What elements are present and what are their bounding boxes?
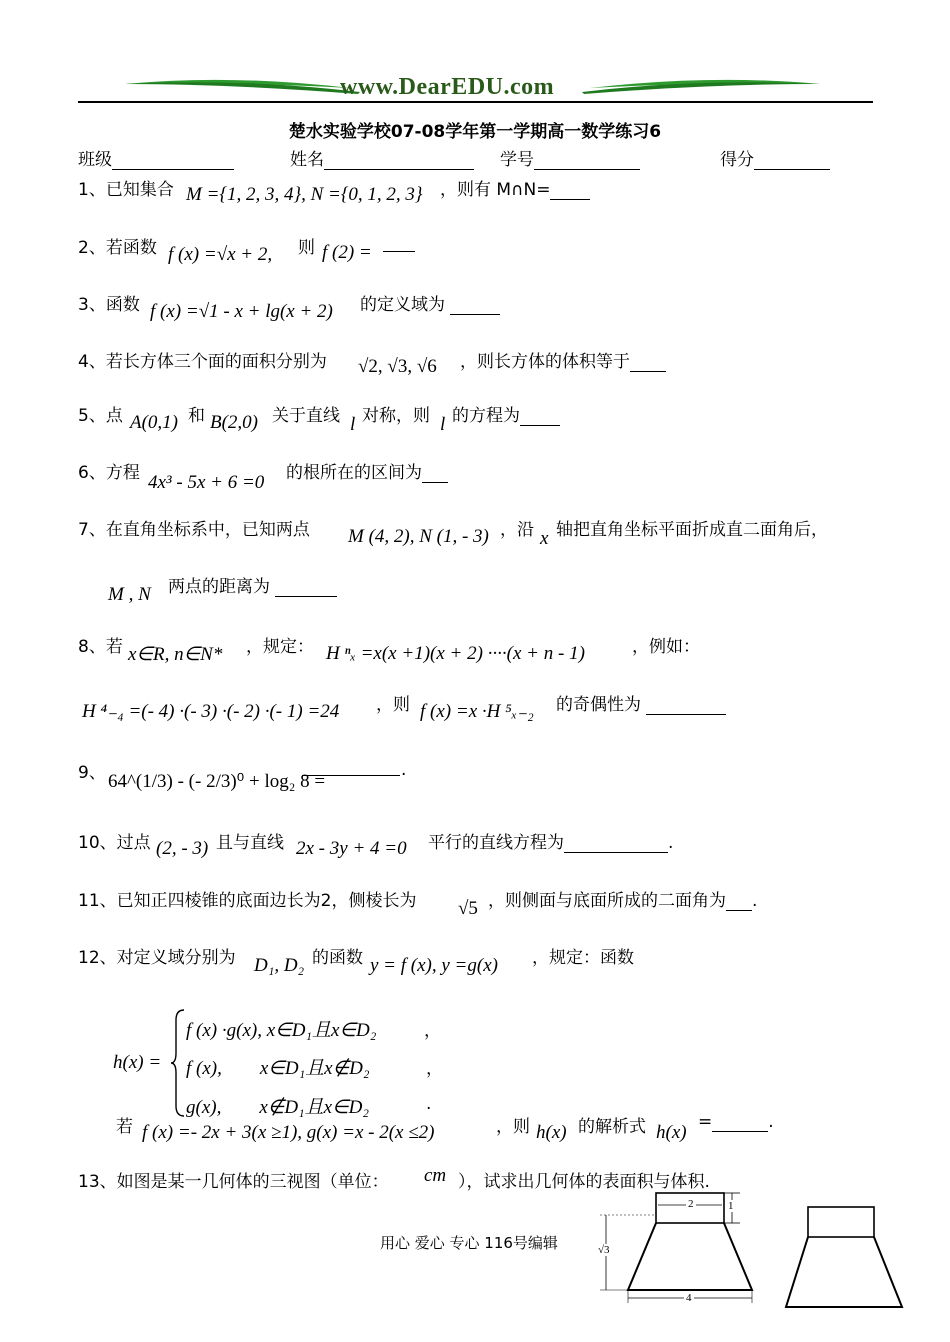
question-5	[78, 401, 123, 426]
question-number: 10、	[78, 833, 117, 853]
q5-mid3: 对称，则	[362, 406, 430, 426]
header-rule	[78, 101, 873, 103]
q8-math2: H ⁿₓ =x(x +1)(x + 2) ····(x + n - 1)	[326, 643, 585, 664]
q11-tail	[488, 886, 757, 911]
left-brace-icon	[170, 1008, 186, 1118]
answer-blank[interactable]	[630, 354, 666, 372]
q8-tail: ，例如：	[632, 637, 700, 657]
q2-math: f (x) =√x + 2,	[168, 244, 273, 265]
condition-math: f (x) =- 2x + 3(x ≥1), g(x) =x - 2(x ≤2)	[142, 1122, 435, 1143]
question-number: 1、	[78, 180, 106, 200]
question-text: 对定义域分别为	[116, 948, 236, 968]
q4-math: √2, √3, √6	[358, 356, 437, 377]
q5-math: A(0,1)	[130, 412, 179, 433]
piecewise-h: h(x) =	[113, 1052, 162, 1073]
q7-line2	[168, 572, 337, 597]
cond-eq	[698, 1112, 774, 1132]
piece-2: f (x), x∈D₁且x∉D₂	[186, 1058, 370, 1079]
question-number: 6、	[78, 463, 106, 483]
question-text: 方程	[105, 463, 140, 483]
answer-blank[interactable]	[450, 297, 500, 315]
page-footer: 用心 爱心 专心 116号编辑	[380, 1234, 558, 1252]
question-number: 11、	[78, 891, 117, 911]
q10-math: (2, - 3)	[156, 838, 209, 859]
dim-left: √3	[598, 1244, 610, 1256]
q8-line2	[556, 690, 726, 715]
question-end: .	[752, 891, 758, 911]
answer-blank[interactable]	[275, 579, 337, 597]
question-number: 3、	[78, 295, 106, 315]
question-text: 的根所在的区间为	[286, 463, 422, 483]
question-8	[78, 632, 123, 657]
three-view-figure	[590, 1185, 930, 1310]
class-field	[78, 145, 234, 170]
q8-math: x∈R, n∈N*	[128, 644, 223, 665]
answer-blank[interactable]	[646, 697, 726, 715]
q11-math: √5	[458, 898, 478, 919]
piece-end-2: ，	[426, 1059, 443, 1079]
q6-math: 4x³ - 5x + 6 =0	[148, 472, 265, 493]
cond-math2: h(x)	[536, 1122, 567, 1143]
question-number: 4、	[78, 352, 106, 372]
cond-mid2: 的解析式	[578, 1117, 646, 1137]
question-number: 9、	[78, 763, 106, 783]
if-label: 若	[116, 1117, 133, 1137]
q1-tail	[440, 175, 590, 200]
name-blank[interactable]	[324, 152, 474, 170]
id-label: 学号	[500, 150, 534, 170]
answer-blank[interactable]	[550, 182, 590, 200]
piece-end-1: ，	[424, 1021, 441, 1041]
q5-tail	[452, 401, 560, 426]
question-text: 如图是某一几何体的三视图（单位：	[116, 1172, 389, 1192]
dim-right: 1	[728, 1200, 734, 1212]
question-text: 在直角坐标系中，已知两点	[105, 520, 310, 540]
question-text: 已知集合	[105, 180, 174, 200]
question-13	[78, 1167, 389, 1192]
question-text: 若	[105, 637, 123, 657]
page-title: 楚水实验学校07-08学年第一学期高一数学练习6	[288, 122, 662, 142]
q12-mid: 的函数	[312, 948, 363, 968]
question-text: 点	[105, 406, 123, 426]
logo-text[interactable]: www.DearEDU.com	[340, 74, 555, 100]
q8-mid: ，规定：	[246, 637, 314, 657]
question-text: 平行的直线方程为	[428, 833, 564, 853]
dim-bottom: 4	[686, 1292, 692, 1304]
q9-tail: .	[401, 760, 407, 780]
q6-tail	[286, 458, 448, 483]
question-text: 的奇偶性为	[556, 695, 641, 715]
question-9	[78, 758, 106, 783]
question-text: ，则长方体的体积等于	[460, 352, 630, 372]
q7-math: M (4, 2), N (1, - 3)	[348, 526, 489, 547]
question-text: ，则侧面与底面所成的二面角为	[488, 891, 726, 911]
q12-math: D₁, D₂	[254, 955, 305, 976]
question-4	[78, 347, 327, 372]
answer-blank[interactable]	[383, 234, 415, 252]
q13-tail: ），试求出几何体的表面积与体积.	[458, 1172, 710, 1192]
question-10	[78, 828, 151, 853]
q5-mid: 和	[188, 406, 205, 426]
q5-mid2: 关于直线	[272, 406, 340, 426]
q7-tail: 轴把直角坐标平面折成直二面角后，	[556, 520, 828, 540]
question-number: 8、	[78, 637, 106, 657]
class-label: 班级	[78, 150, 112, 170]
score-blank[interactable]	[754, 152, 830, 170]
q5-math3: l	[350, 414, 356, 435]
answer-blank[interactable]	[726, 893, 752, 911]
answer-blank[interactable]	[422, 465, 448, 483]
class-blank[interactable]	[112, 152, 234, 170]
question-number: 5、	[78, 406, 106, 426]
q13-math: cm	[424, 1165, 447, 1186]
question-2	[78, 233, 157, 258]
q3-tail	[360, 290, 500, 315]
question-12	[78, 943, 236, 968]
q7-mid: ，沿	[500, 520, 534, 540]
question-text: 已知正四棱锥的底面边长为2，侧棱长为	[116, 891, 417, 911]
question-7	[78, 515, 310, 540]
question-number: 2、	[78, 238, 106, 258]
piece-end-3: .	[426, 1094, 432, 1114]
q7-line2-math: M , N	[108, 584, 151, 605]
question-text: ，则有 M∩N=	[440, 180, 551, 200]
side-top-box	[808, 1207, 874, 1237]
equals-sign: =	[698, 1112, 713, 1132]
q4-tail	[460, 347, 666, 372]
question-text: 的方程为	[452, 406, 520, 426]
question-text: 过点	[116, 833, 151, 853]
q9-math: 64^(1/3) - (- 2/3)⁰ + log₂ 8 =	[108, 771, 326, 792]
q8-line2-math: H ⁴₋₄ =(- 4) ·(- 3) ·(- 2) ·(- 1) =24	[82, 701, 340, 722]
answer-blank[interactable]	[302, 758, 400, 776]
question-3	[78, 290, 140, 315]
question-text: 若长方体三个面的面积分别为	[105, 352, 327, 372]
answer-blank[interactable]	[564, 835, 668, 853]
name-label: 姓名	[290, 150, 324, 170]
question-text: 函数	[105, 295, 140, 315]
q8-line2-mid: ，则	[376, 695, 410, 715]
q10-mid: 且与直线	[216, 833, 284, 853]
question-end: .	[668, 833, 674, 853]
piece-3: g(x), x∉D₁且x∈D₂	[186, 1097, 369, 1118]
cond-math3: h(x)	[656, 1122, 687, 1143]
score-field	[720, 145, 830, 170]
q3-math: f (x) =√1 - x + lg(x + 2)	[150, 301, 333, 322]
front-trapezoid	[628, 1223, 752, 1290]
question-number: 12、	[78, 948, 117, 968]
q7-math2: x	[540, 528, 549, 549]
answer-blank[interactable]	[712, 1114, 768, 1132]
question-6	[78, 458, 140, 483]
q12-tail: ，规定：函数	[532, 948, 634, 968]
header-logo	[120, 72, 830, 102]
q10-tail	[428, 828, 673, 853]
question-text: 的定义域为	[360, 295, 445, 315]
side-trapezoid	[786, 1237, 902, 1307]
question-text: 若函数	[105, 238, 157, 258]
score-label: 得分	[720, 150, 754, 170]
q1-math: M ={1, 2, 3, 4}, N ={0, 1, 2, 3}	[186, 184, 423, 205]
piece-1: f (x) ·g(x), x∈D₁且x∈D₂	[186, 1020, 377, 1041]
question-11	[78, 886, 416, 911]
q2-mid: 则	[298, 238, 315, 258]
answer-blank[interactable]	[520, 408, 560, 426]
id-blank[interactable]	[534, 152, 640, 170]
question-end: .	[768, 1112, 774, 1132]
question-text: 两点的距离为	[168, 577, 270, 597]
q5-math4: l	[440, 414, 446, 435]
question-number: 7、	[78, 520, 106, 540]
q12-math2: y = f (x), y =g(x)	[370, 955, 498, 976]
cond-mid: ，则	[496, 1117, 530, 1137]
q5-math2: B(2,0)	[210, 412, 259, 433]
question-number: 13、	[78, 1172, 117, 1192]
q2-math2: f (2) =	[322, 242, 372, 263]
question-1	[78, 175, 174, 200]
q8-line2-math2: f (x) =x ·H ⁵ₓ₋₂	[420, 701, 534, 722]
id-field	[500, 145, 640, 170]
name-field	[290, 145, 474, 170]
dim-top: 2	[688, 1198, 694, 1210]
q10-math2: 2x - 3y + 4 =0	[296, 838, 407, 859]
